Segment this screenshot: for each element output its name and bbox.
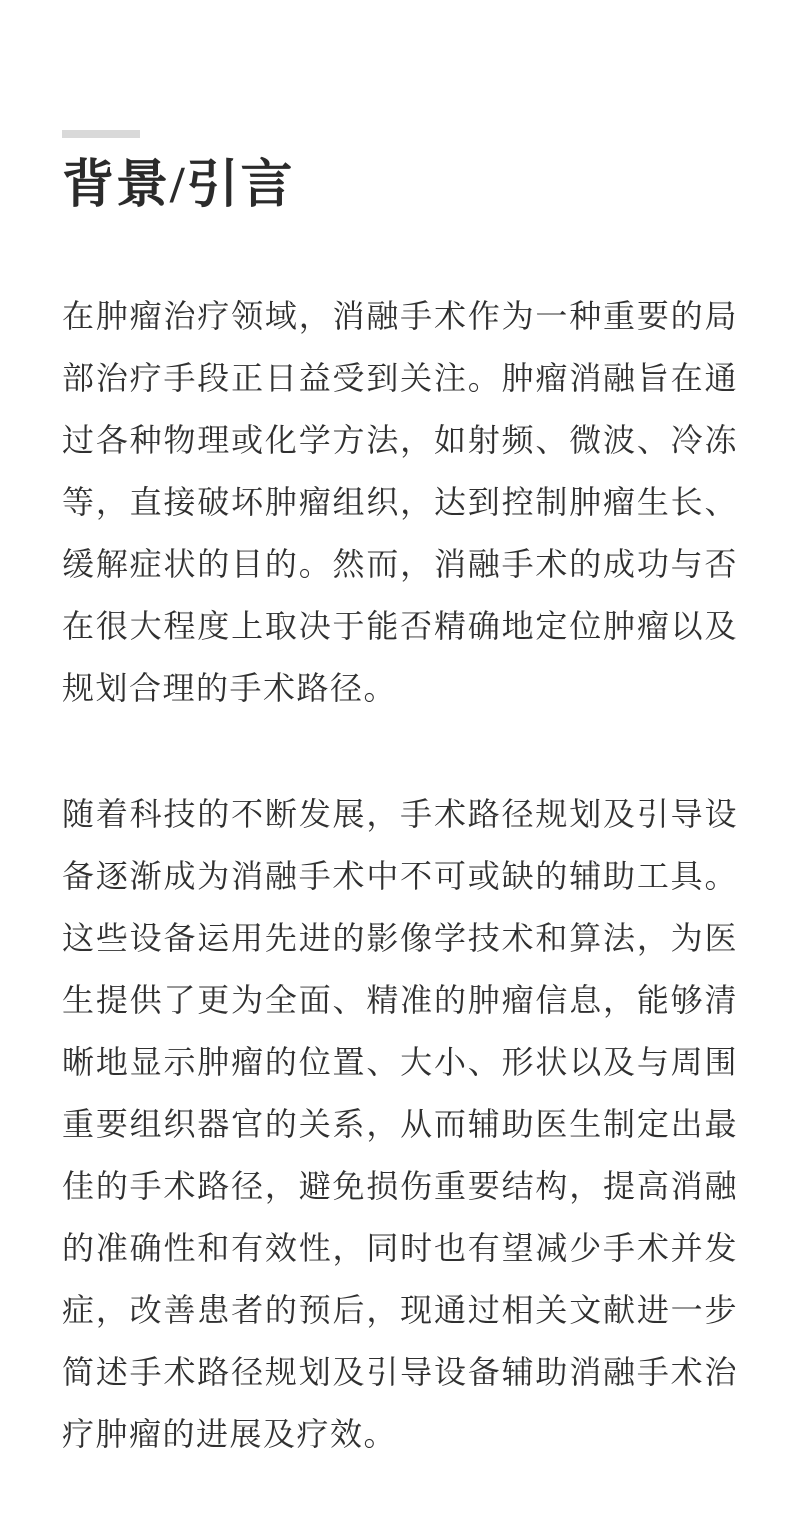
paragraph-intro-2: 随着科技的不断发展，手术路径规划及引导设备逐渐成为消融手术中不可或缺的辅助工具。这些设备运用先进的影像学技术和算法，为医生提供了更为全面、精准的肿瘤信息，能够清晰地显示肿瘤的位置、大小、形状以及与周围重要组织器官的关系，从而辅助医生制定出最佳的手术路径，避免损伤重要结构，提高消融的准确性和有效性，同时也有望减少手术并发症，改善患者的预后，现通过相关文献进一步简述手术路径规划及引导设备辅助消融手术治疗肿瘤的进展及疗效。 (62, 796, 738, 1452)
paragraph-intro-1: 在肿瘤治疗领域，消融手术作为一种重要的局部治疗手段正日益受到关注。肿瘤消融旨在通过各种物理或化学方法，如射频、微波、冷冻等，直接破坏肿瘤组织，达到控制肿瘤生长、缓解症状的目的。然而，消融手术的成功与否在很大程度上取决于能否精确地定位肿瘤以及规划合理的手术路径。 (62, 298, 738, 706)
section-accent-bar (62, 130, 140, 138)
section-title: 背景/引言 (62, 157, 295, 214)
